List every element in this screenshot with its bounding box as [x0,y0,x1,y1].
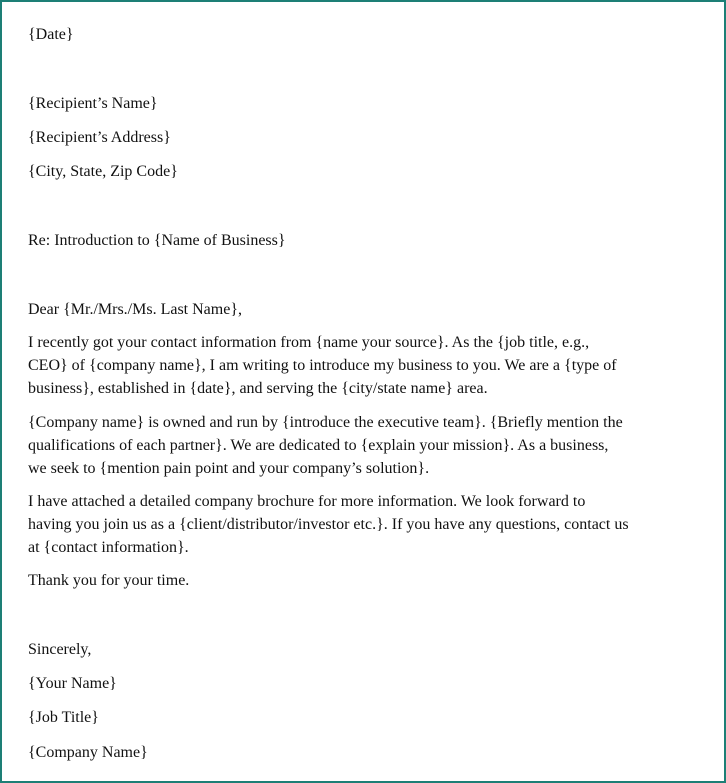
thanks-line: Thank you for your time. [28,572,190,589]
paragraph-line: I have attached a detailed company brochure for more information. We look forward to [28,493,586,510]
signature-job-title: {Job Title} [28,709,99,726]
closing: Sincerely, [28,641,92,658]
paragraph-intro [28,331,704,400]
paragraph-line: I recently got your contact information from {name your source}. As the {job title, e.g., [28,334,590,351]
paragraph-line: at {contact information}. [28,539,189,556]
recipient-name: {Recipient’s Name} [28,95,158,112]
paragraph-brochure [28,490,704,559]
paragraph-line: we seek to {mention pain point and your company’s solution}. [28,460,430,477]
recipient-city-state-zip: {City, State, Zip Code} [28,163,178,180]
paragraph-line: {Company name} is owned and run by {introduce the executive team}. {Briefly mention the [28,414,623,431]
paragraph-line: business}, established in {date}, and serving the {city/state name} area. [28,380,488,397]
salutation: Dear {Mr./Mrs./Ms. Last Name}, [28,301,242,318]
paragraph-line: having you join us as a {client/distributor/investor etc.}. If you have any questions, contact us [28,516,629,533]
paragraph-company [28,411,704,480]
paragraph-line: CEO} of {company name}, I am writing to introduce my business to you. We are a {type of [28,357,617,374]
date-line: {Date} [28,26,74,43]
recipient-address: {Recipient’s Address} [28,129,171,146]
signature-name: {Your Name} [28,675,117,692]
signature-company: {Company Name} [28,744,148,761]
subject-line: Re: Introduction to {Name of Business} [28,232,286,249]
paragraph-line: qualifications of each partner}. We are dedicated to {explain your mission}. As a business, [28,437,609,454]
